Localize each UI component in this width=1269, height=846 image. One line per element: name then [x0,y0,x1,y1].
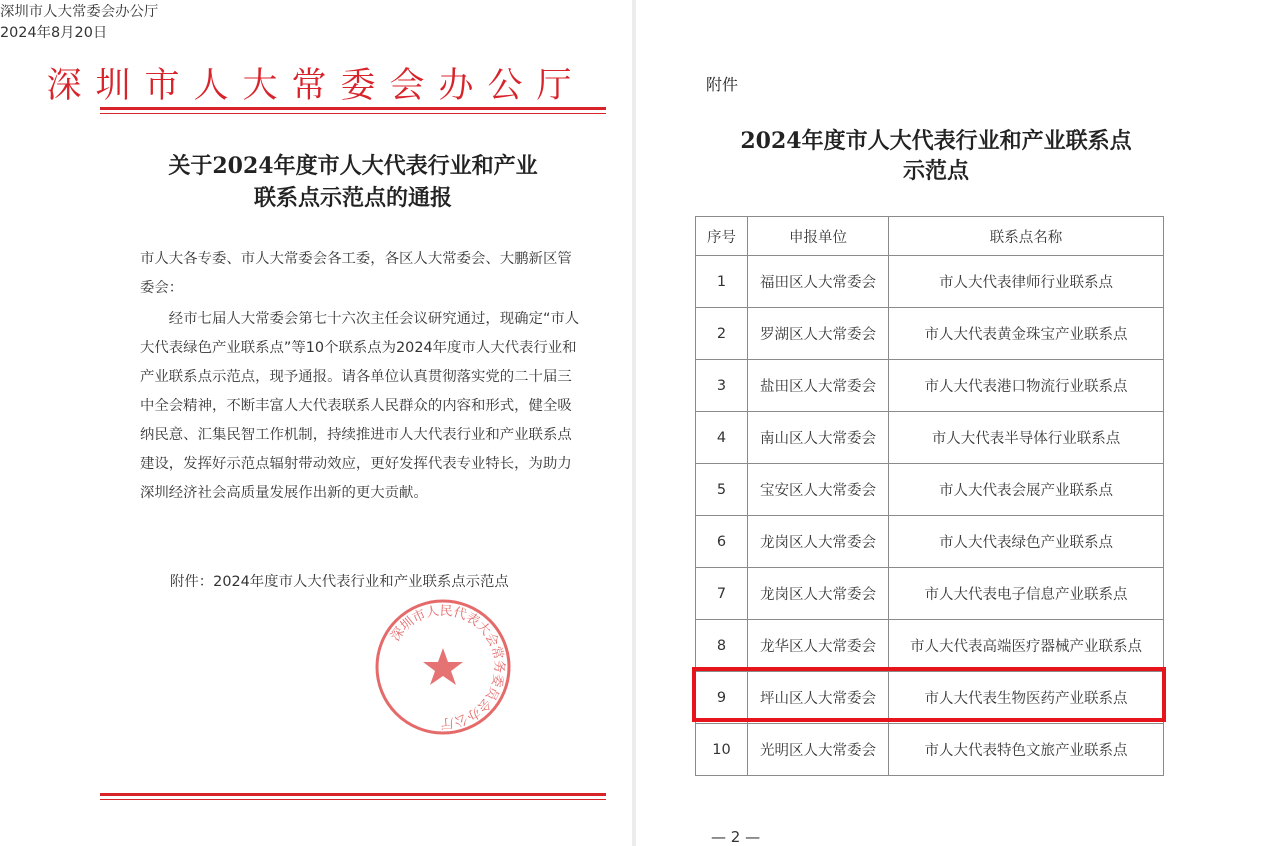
footer-red-rule-thick [100,793,606,796]
table-row [696,256,1164,308]
row-no: 2 [696,308,748,360]
notice-paragraph: 经市七届人大常委会第七十六次主任会议研究通过，现确定“市人大代表绿色产业联系点”等10个联系点为2024年度市人大代表行业和产业联系点示范点，现予通报。请各单位认真贯彻落实党的二十届三中全会精神，不断丰富人大代表联系人民群众的内容和形式，健全吸纳民意、汇集民智工作机制，持续推进市人大代表行业和产业联系点建设，发挥好示范点辐射带动效应，更好发挥代表专业特长，为助力深圳经济社会高质量发展作出新的更大贡献。 [140,311,580,501]
table-row [696,308,1164,360]
footer-red-rule-thin [100,799,606,800]
header-red-rule-thin [100,113,606,114]
row-unit: 宝安区人大常委会 [748,464,889,516]
signature-office: 深圳市人大常委会办公厅 [0,4,159,20]
table-row [696,464,1164,516]
signature-date: 2024年8月20日 [0,25,108,41]
row-no: 10 [696,724,748,776]
header-serial-no: 序号 [696,217,748,256]
addressee: 市人大各专委、市人大常委会各工委，各区人大常委会、大鹏新区管委会： [140,251,572,296]
row-name: 市人大代表生物医药产业联系点 [889,672,1164,724]
row-no: 5 [696,464,748,516]
row-unit: 盐田区人大常委会 [748,360,889,412]
table-row [696,568,1164,620]
row-name: 市人大代表会展产业联系点 [889,464,1164,516]
row-name: 市人大代表特色文旅产业联系点 [889,724,1164,776]
row-name: 市人大代表港口物流行业联系点 [889,360,1164,412]
row-name: 市人大代表半导体行业联系点 [889,412,1164,464]
table-row [696,360,1164,412]
header-reporting-unit: 申报单位 [748,217,889,256]
row-no: 8 [696,620,748,672]
row-unit: 坪山区人大常委会 [748,672,889,724]
row-unit: 福田区人大常委会 [748,256,889,308]
document-title-line2: 联系点示范点的通报 [253,185,452,211]
row-name: 市人大代表绿色产业联系点 [889,516,1164,568]
row-no: 3 [696,360,748,412]
svg-text:深圳市人民代表大会常务委员会办公厅: 深圳市人民代表大会常务委员会办公厅 [388,603,507,731]
table-row [696,412,1164,464]
row-name: 市人大代表高端医疗器械产业联系点 [889,620,1164,672]
row-no: 9 [696,672,748,724]
row-name: 市人大代表律师行业联系点 [889,256,1164,308]
document-title-line1: 关于2024年度市人大代表行业和产业 [168,153,538,179]
attachment-title [696,126,1176,186]
row-unit: 光明区人大常委会 [748,724,889,776]
row-unit: 南山区人大常委会 [748,412,889,464]
row-no: 4 [696,412,748,464]
table-header-row [696,217,1164,256]
attachment-title-line2: 示范点 [902,158,969,184]
row-unit: 龙岗区人大常委会 [748,568,889,620]
row-name: 市人大代表黄金珠宝产业联系点 [889,308,1164,360]
header-red-rule-thick [100,107,606,110]
highlight-box [692,667,1166,722]
document-title [120,150,586,214]
header-contact-point-name: 联系点名称 [889,217,1164,256]
right-attachment-page [636,0,1269,846]
issuer-header: 深圳市人大常委会办公厅 [46,66,586,106]
row-no: 7 [696,568,748,620]
table-row [696,516,1164,568]
attachment-note: 附件：2024年度市人大代表行业和产业联系点示范点 [170,574,509,590]
table-row [696,724,1164,776]
row-unit: 龙华区人大常委会 [748,620,889,672]
official-seal-stamp [372,596,514,738]
row-unit: 罗湖区人大常委会 [748,308,889,360]
left-document-page [0,0,632,846]
page-number: — 2 — [711,828,761,846]
row-no: 1 [696,256,748,308]
table-row [696,620,1164,672]
attachment-title-line1: 2024年度市人大代表行业和产业联系点 [740,128,1132,154]
row-no: 6 [696,516,748,568]
attachment-label: 附件 [706,75,739,94]
row-unit: 龙岗区人大常委会 [748,516,889,568]
row-name: 市人大代表电子信息产业联系点 [889,568,1164,620]
